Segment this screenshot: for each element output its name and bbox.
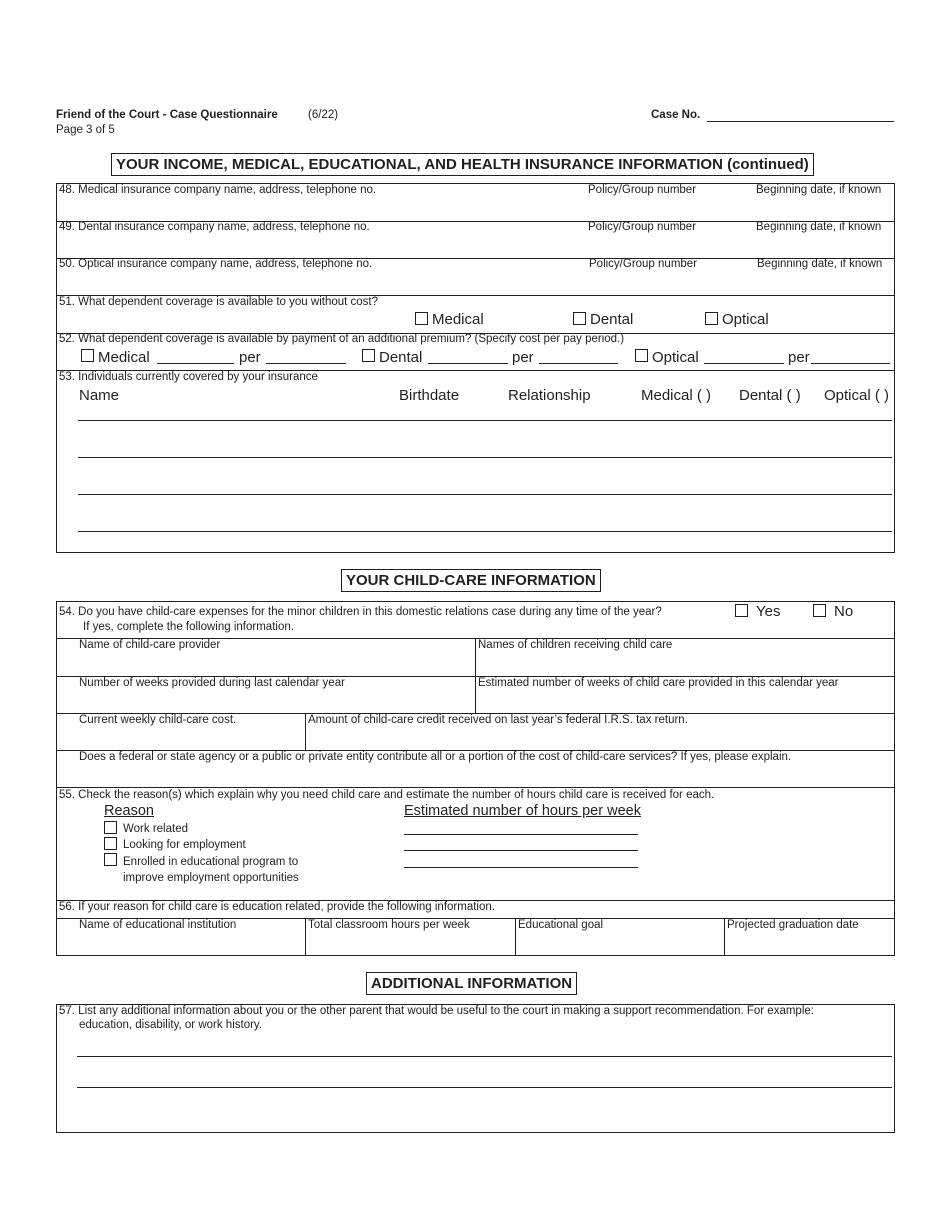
q51-dental-checkbox[interactable]: [573, 312, 586, 325]
page-number: Page 3 of 5: [56, 124, 115, 136]
q52-optical-label: Optical: [652, 349, 699, 366]
insurance-section: [56, 183, 895, 553]
q52-medical-cost-field[interactable]: [157, 363, 234, 364]
weekly-cost-label: Current weekly child-care cost.: [79, 714, 237, 726]
q51-optical-label: Optical: [722, 311, 769, 328]
q56-label: 56. If your reason for child care is education related, provide the following information.: [59, 901, 495, 913]
reason-header: Reason: [104, 803, 154, 819]
provider-name-label: Name of child-care provider: [79, 639, 221, 651]
q56-hours-label: Total classroom hours per week: [308, 919, 470, 931]
q53-label: 53. Individuals currently covered by your insurance: [59, 371, 318, 383]
q50-policy-label: Policy/Group number: [589, 258, 698, 270]
q48-policy-label: Policy/Group number: [588, 184, 697, 196]
q48-label: 48. Medical insurance company name, address, telephone no.: [59, 184, 377, 196]
q51-optical-checkbox[interactable]: [705, 312, 718, 325]
q54-yes-label: Yes: [756, 603, 781, 620]
hours-looking-field[interactable]: [404, 850, 638, 851]
q51-dental-label: Dental: [590, 311, 634, 328]
reason-education-label-cont: improve employment opportunities: [123, 872, 299, 884]
weeks-this-year-label: Estimated number of weeks of child care provided in this calendar year: [478, 677, 839, 689]
q52-medical-per-label: per: [239, 349, 261, 366]
children-names-label: Names of children receiving child care: [478, 639, 673, 651]
q52-optical-period-field[interactable]: [811, 363, 890, 364]
hours-education-field[interactable]: [404, 867, 638, 868]
q51-medical-checkbox[interactable]: [415, 312, 428, 325]
divider: [515, 918, 516, 956]
q56-goal-label: Educational goal: [518, 919, 604, 931]
q57-label-cont: education, disability, or work history.: [79, 1019, 263, 1031]
q53-col-optical: Optical ( ): [824, 387, 890, 404]
q52-dental-per-label: per: [512, 349, 534, 366]
reason-work-label: Work related: [123, 823, 188, 835]
q49-policy-label: Policy/Group number: [588, 221, 697, 233]
q50-label: 50. Optical insurance company name, address, telephone no.: [59, 258, 373, 270]
q52-optical-checkbox[interactable]: [635, 349, 648, 362]
q52-medical-period-field[interactable]: [266, 363, 346, 364]
q52-dental-checkbox[interactable]: [362, 349, 375, 362]
q53-col-name: Name: [79, 387, 120, 404]
q53-col-medical: Medical ( ): [641, 387, 712, 404]
q52-dental-label: Dental: [379, 349, 423, 366]
section-title-additional: ADDITIONAL INFORMATION: [366, 972, 577, 995]
q53-col-relationship: Relationship: [508, 387, 591, 404]
q53-row-line[interactable]: [78, 531, 892, 532]
divider: [305, 713, 306, 750]
q49-label: 49. Dental insurance company name, address, telephone no.: [59, 221, 370, 233]
q50-beginning-label: Beginning date, if known: [757, 258, 883, 270]
q52-optical-cost-field[interactable]: [704, 363, 784, 364]
reason-work-checkbox[interactable]: [104, 821, 117, 834]
q52-medical-checkbox[interactable]: [81, 349, 94, 362]
q51-medical-label: Medical: [432, 311, 484, 328]
q51-label: 51. What dependent coverage is available to you without cost?: [59, 296, 379, 308]
reason-looking-checkbox[interactable]: [104, 837, 117, 850]
reason-looking-label: Looking for employment: [123, 839, 246, 851]
q48-beginning-label: Beginning date, if known: [756, 184, 882, 196]
hours-work-field[interactable]: [404, 834, 638, 835]
weeks-last-year-label: Number of weeks provided during last calendar year: [79, 677, 345, 689]
form-title: Friend of the Court - Case Questionnaire: [56, 109, 278, 121]
q57-line[interactable]: [77, 1056, 892, 1057]
section-title-insurance: YOUR INCOME, MEDICAL, EDUCATIONAL, AND HEALTH INSURANCE INFORMATION (continued): [111, 153, 814, 176]
q54-no-checkbox[interactable]: [813, 604, 826, 617]
q52-label: 52. What dependent coverage is available by payment of an additional premium? (Specify cost per pay period.): [59, 333, 625, 345]
divider: [56, 787, 895, 788]
q53-col-birthdate: Birthdate: [399, 387, 460, 404]
q52-optical-per-label: per: [788, 349, 810, 366]
tax-credit-label: Amount of child-care credit received on last year’s federal I.R.S. tax return.: [308, 714, 688, 726]
q53-row-line[interactable]: [78, 494, 892, 495]
reason-education-checkbox[interactable]: [104, 853, 117, 866]
hours-header: Estimated number of hours per week: [404, 803, 641, 819]
divider: [724, 918, 725, 956]
q56-graduation-label: Projected graduation date: [727, 919, 859, 931]
q52-dental-period-field[interactable]: [539, 363, 618, 364]
q52-medical-label: Medical: [98, 349, 150, 366]
q54-sub-label: If yes, complete the following information.: [83, 621, 294, 633]
form-revision: (6/22): [308, 109, 339, 121]
q55-label: 55. Check the reason(s) which explain why you need child care and estimate the number of hours child care is received for each.: [59, 789, 715, 801]
section-title-child-care: YOUR CHILD-CARE INFORMATION: [341, 569, 601, 592]
reason-education-label: Enrolled in educational program to: [123, 856, 299, 868]
agency-contribution-label: Does a federal or state agency or a public or private entity contribute all or a portion of the cost of child-care services? If yes, please explain.: [79, 751, 792, 763]
q49-beginning-label: Beginning date, if known: [756, 221, 882, 233]
q53-row-line[interactable]: [78, 420, 892, 421]
q52-dental-cost-field[interactable]: [428, 363, 508, 364]
divider: [475, 638, 476, 713]
q57-line[interactable]: [77, 1087, 892, 1088]
q54-yes-checkbox[interactable]: [735, 604, 748, 617]
case-no-field[interactable]: [707, 121, 894, 122]
q57-label: 57. List any additional information about you or the other parent that would be useful to the court in making a support recommendation. For example:: [59, 1005, 814, 1017]
q54-no-label: No: [834, 603, 854, 620]
case-no-label: Case No.: [651, 109, 701, 121]
q56-institution-label: Name of educational institution: [79, 919, 237, 931]
q53-row-line[interactable]: [78, 457, 892, 458]
q53-col-dental: Dental ( ): [739, 387, 801, 404]
q54-label: 54. Do you have child-care expenses for the minor children in this domestic relations case during any time of the year?: [59, 606, 662, 618]
divider: [305, 918, 306, 956]
